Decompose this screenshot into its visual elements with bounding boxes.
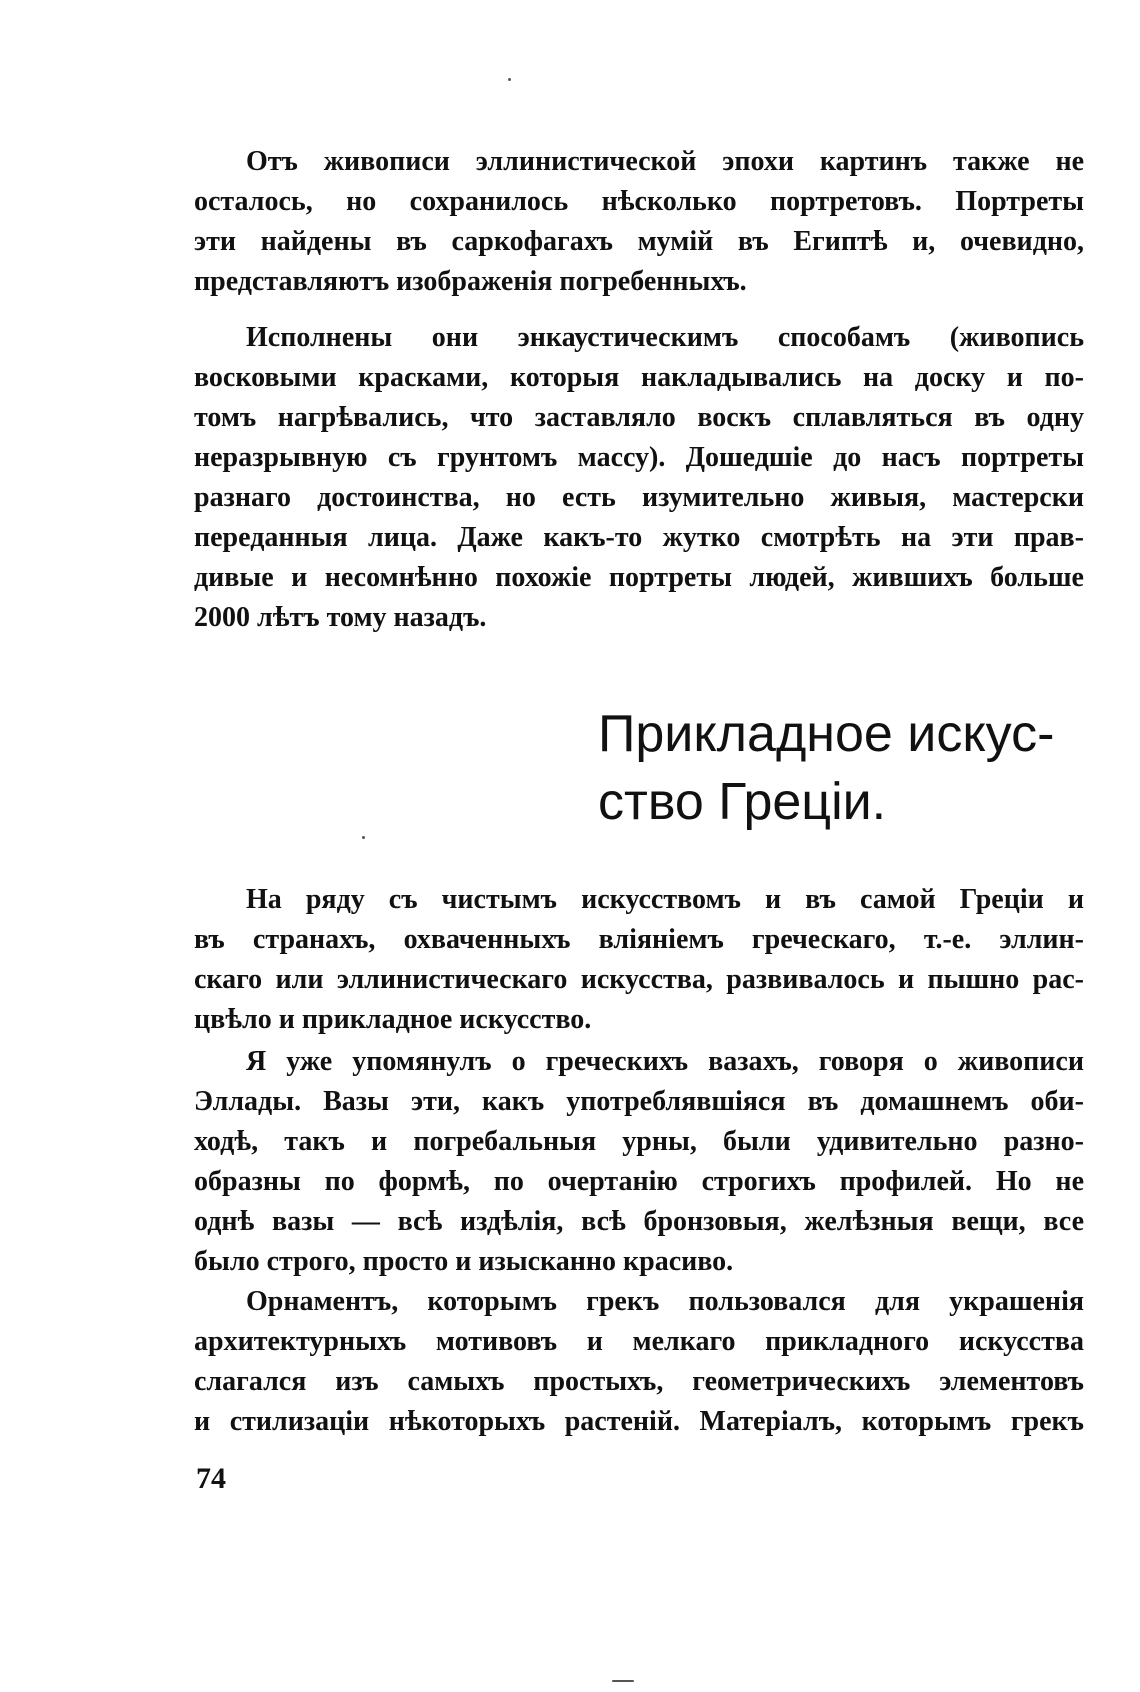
section-heading: [598, 700, 1078, 836]
text-line: ходѣ, такъ и погребальныя урны, были удивительно разно-: [194, 1126, 1084, 1157]
text-line: архитектурныхъ мотивовъ и мелкаго прикладного искусства: [194, 1326, 1084, 1357]
heading-line: Прикладное искус-: [598, 705, 1055, 763]
text-line: цвѣло и прикладное искусство.: [194, 1004, 592, 1035]
text-line: На ряду съ чистымъ искусствомъ и въ самой Греціи и: [246, 884, 1084, 915]
text-line: и стилизаціи нѣкоторыхъ растеній. Матеріалъ, которымъ грекъ: [194, 1406, 1084, 1437]
text-line: въ странахъ, охваченныхъ вліяніемъ греческаго, т.-е. эллин-: [194, 924, 1084, 955]
text-line: Исполнены они энкаустическимъ способамъ (живопись: [246, 322, 1084, 353]
text-line: переданныя лица. Даже какъ-то жутко смотрѣть на эти прав-: [194, 522, 1084, 553]
paragraph-2: [194, 318, 1084, 638]
paragraph-1: [194, 142, 1084, 302]
text-line: образны по формѣ, по очертанію строгихъ профилей. Но не: [194, 1166, 1084, 1197]
text-line: Орнаментъ, которымъ грекъ пользовался для украшенія: [246, 1286, 1084, 1317]
text-line: томъ нагрѣвались, что заставляло воскъ сплавляться въ одну: [194, 402, 1084, 433]
text-line: разнаго достоинства, но есть изумительно живыя, мастерски: [194, 482, 1084, 513]
text-line: однѣ вазы — всѣ издѣлія, всѣ бронзовыя, желѣзныя вещи, все: [194, 1206, 1084, 1237]
text-line: осталось, но сохранилось нѣсколько портретовъ. Портреты: [194, 186, 1084, 217]
paragraph-5: [194, 1282, 1084, 1442]
text-line: представляютъ изображенія погребенныхъ.: [194, 266, 747, 297]
text-line: скаго или эллинистическаго искусства, развивалось и пышно рас-: [194, 964, 1084, 995]
heading-line: ство Греціи.: [598, 773, 887, 831]
text-line: эти найдены въ саркофагахъ мумій въ Египтѣ и, очевидно,: [194, 226, 1084, 257]
scan-speck: [508, 78, 511, 81]
text-line: Я уже упомянулъ о греческихъ вазахъ, говоря о живописи: [246, 1046, 1084, 1077]
scan-speck: [612, 1680, 634, 1682]
text-line: Эллады. Вазы эти, какъ употреблявшіяся въ домашнемъ оби-: [194, 1086, 1084, 1117]
paragraph-4: [194, 1042, 1084, 1282]
text-line: слагался изъ самыхъ простыхъ, геометрическихъ элементовъ: [194, 1366, 1084, 1397]
text-line: Отъ живописи эллинистической эпохи картинъ также не: [246, 146, 1084, 177]
text-line: было строго, просто и изысканно красиво.: [194, 1246, 734, 1277]
page-number: 74: [196, 1462, 226, 1495]
scan-speck: [362, 836, 365, 839]
text-line: 2000 лѣтъ тому назадъ.: [194, 602, 487, 633]
paragraph-3: [194, 880, 1084, 1040]
text-line: неразрывную съ грунтомъ массу). Дошедшіе до насъ портреты: [194, 442, 1084, 473]
text-line: восковыми красками, которыя накладывались на доску и по-: [194, 362, 1084, 393]
text-line: дивые и несомнѣнно похожіе портреты людей, жившихъ больше: [194, 562, 1084, 593]
